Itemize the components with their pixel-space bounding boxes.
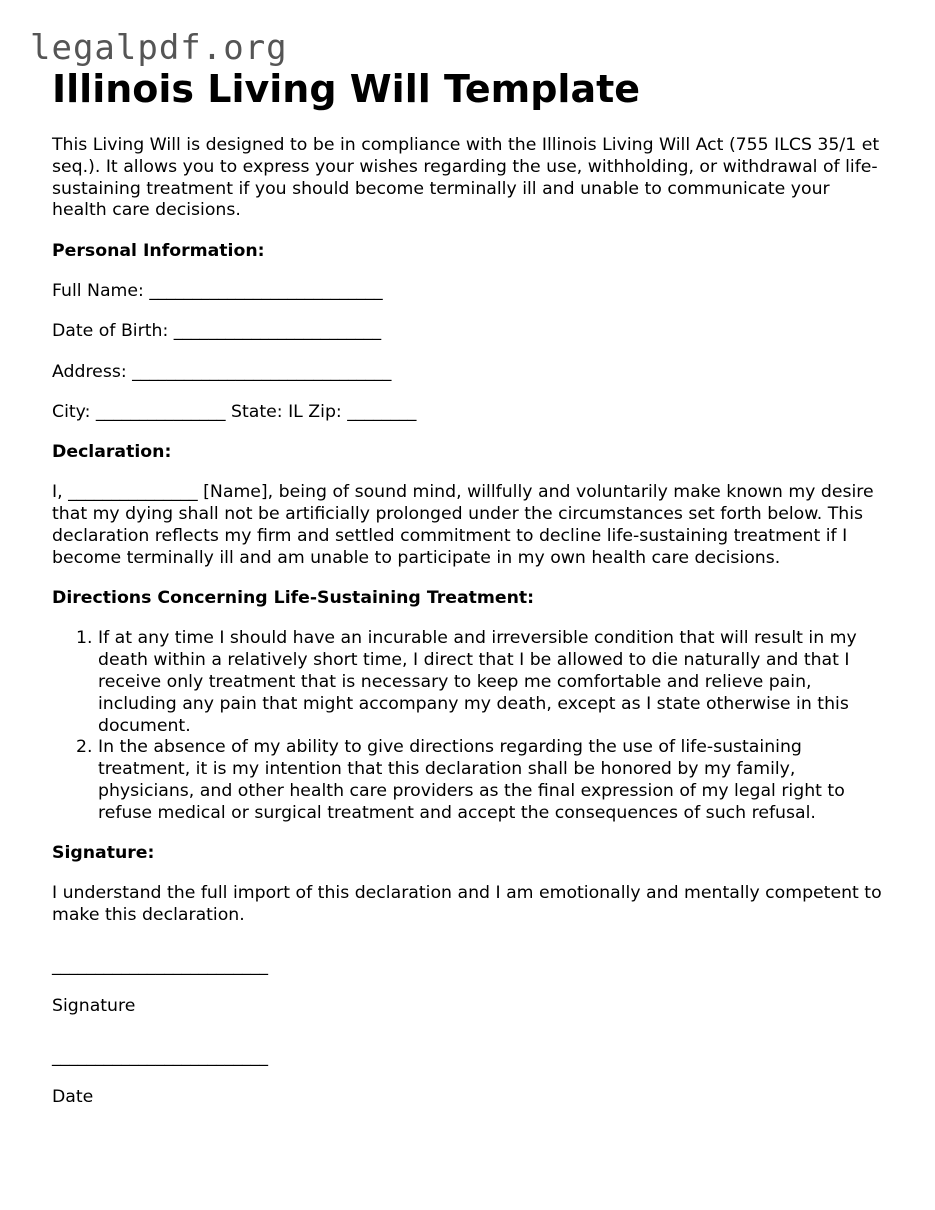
watermark-logo: legalpdf.org [30,28,288,68]
document-page [52,66,887,1109]
directions-heading: Directions Concerning Life-Sustaining Treatment: [52,588,535,609]
date-line: _________________________ [52,1047,269,1068]
address-field: Address: ______________________________ [52,361,392,382]
page-title: Illinois Living Will Template [52,67,641,111]
date-label: Date [52,1087,94,1108]
personal-info-heading: Personal Information: [52,240,265,261]
directions-list [52,628,887,824]
signature-statement: I understand the full import of this declaration and I am emotionally and mentally competent to make this declaration. [52,883,882,926]
list-item: 1. If at any time I should have an incurable and irreversible condition that will result in my death within a relatively short time, I direct that I be allowed to die naturally and that I receive only treatment that is necessary to keep me comfortable and relieve pain, including any pain that might accompany my death, except as I state otherwise in this document. [98,628,887,737]
declaration-heading: Declaration: [52,442,172,463]
signature-heading: Signature: [52,843,155,864]
full-name-field: Full Name: ___________________________ [52,280,383,301]
intro-paragraph: This Living Will is designed to be in compliance with the Illinois Living Will Act (755 ILCS 35/1 et seq.). It allows you to express your wishes regarding the use, withholding, or withdrawal of life-sustaining treatment if you should become terminally ill and unable to communicate your health care decisions. [52,135,880,221]
date-of-birth-field: Date of Birth: ________________________ [52,321,382,342]
list-item: 2. In the absence of my ability to give directions regarding the use of life-sustaining treatment, it is my intention that this declaration shall be honored by my family, physicians, and other health care providers as the final expression of my legal right to refuse medical or surgical treatment and accept the consequences of such refusal. [98,737,887,824]
city-state-zip-field: City: _______________ State: IL Zip: ________ [52,401,417,422]
declaration-paragraph: I, _______________ [Name], being of sound mind, willfully and voluntarily make known my desire that my dying shall not be artificially prolonged under the circumstances set forth below. This declaration reflects my firm and settled commitment to decline life-sustaining treatment if I become terminally ill and am unable to participate in my own health care decisions. [52,482,874,568]
signature-line: _________________________ [52,956,269,977]
signature-label: Signature [52,996,136,1017]
